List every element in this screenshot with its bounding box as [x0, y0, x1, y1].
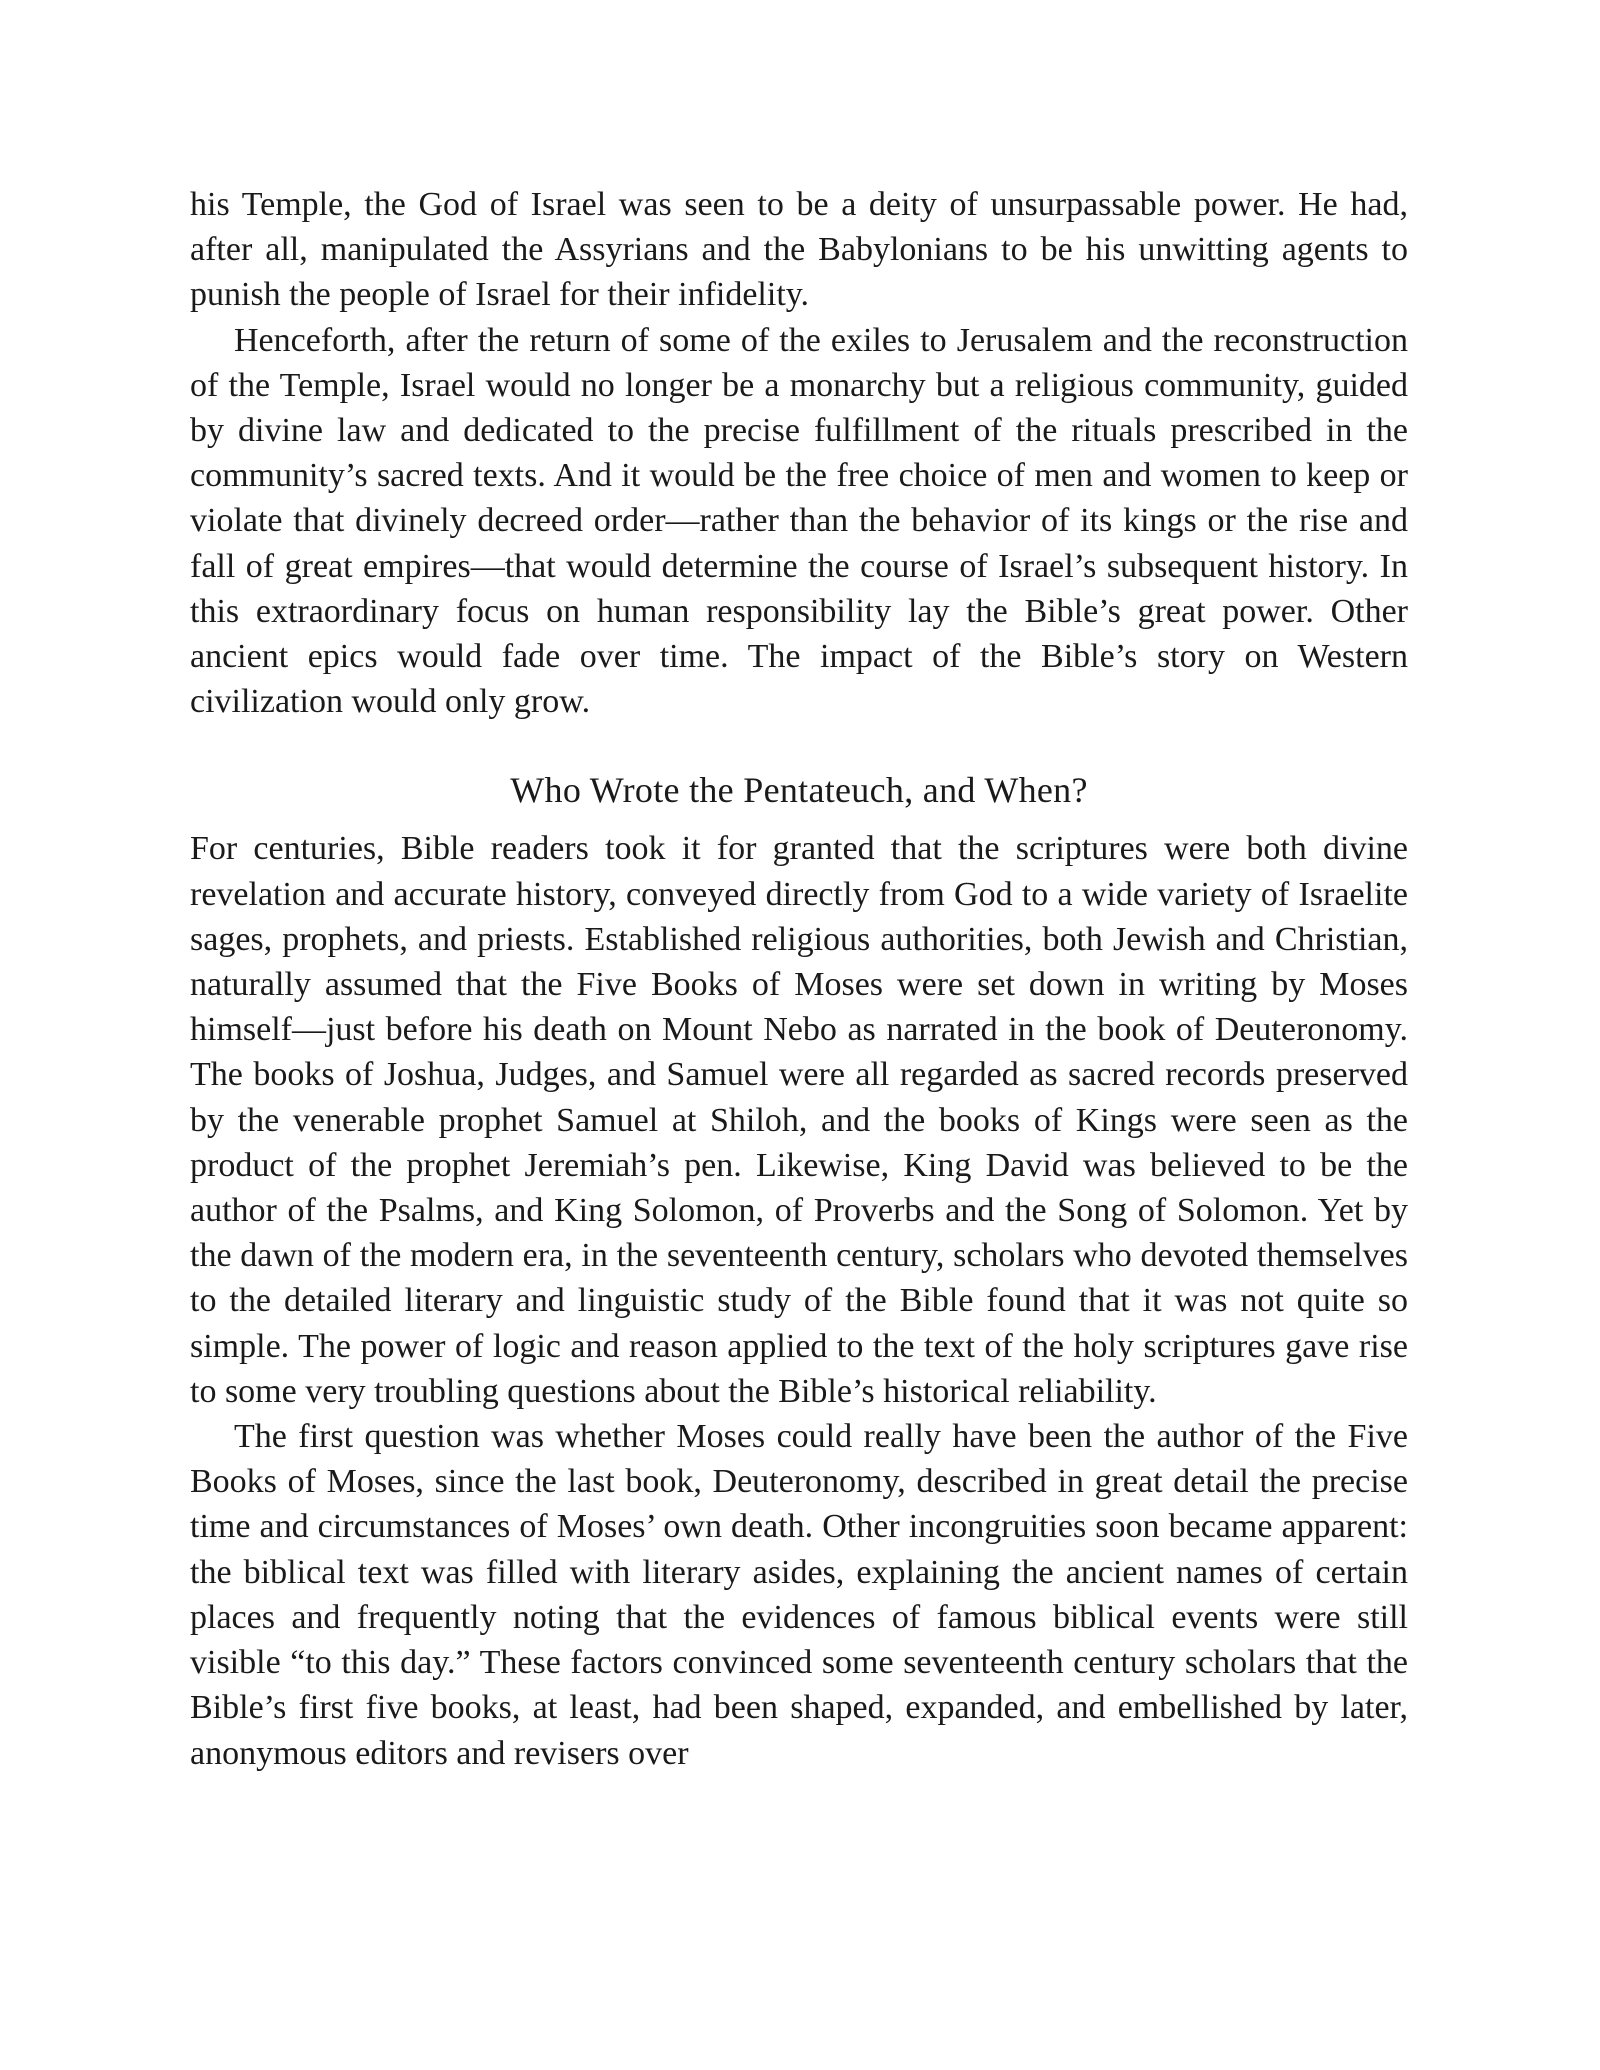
- paragraph-henceforth: Henceforth, after the return of some of the exiles to Jerusalem and the reconstruction of the Temple, Israel would no longer be a monarchy but a religious community, guided by divine law and dedicated to the precise fulfillment of the rituals prescribed in the community’s sacred texts. And it would be the free choice of men and women to keep or violate that divinely decreed order—rather than the behavior of its kings or the rise and fall of great empires—that would determine the course of Israel’s subsequent history. In this extraordinary focus on human responsibility lay the Bible’s great power. Other ancient epics would fade over time. The impact of the Bible’s story on Western civilization would only grow.: [190, 321, 1408, 721]
- paragraph-first-question: The first question was whether Moses could really have been the author of the Five Books of Moses, since the last book, Deuteronomy, described in great detail the precise time and circumstances of Moses’ own death. Other incongruities soon became apparent: the biblical text was filled with literary asides, explaining the ancient names of certain places and frequently noting that the evidences of famous biblical events were still visible “to this day.” These factors convinced some seventeenth century scholars that the Bible’s first five books, at least, had been shaped, expanded, and embellished by later, anonymous editors and revisers over: [190, 1418, 1408, 1772]
- page-body: [190, 182, 1408, 1776]
- paragraph-for-centuries: For centuries, Bible readers took it for granted that the scriptures were both divine revelation and accurate history, conveyed directly from God to a wide variety of Israelite sages, prophets, and priests. Established religious authorities, both Jewish and Christian, naturally assumed that the Five Books of Moses were set down in writing by Moses himself—just before his death on Mount Nebo as narrated in the book of Deuteronomy. The books of Joshua, Judges, and Samuel were all regarded as sacred records preserved by the venerable prophet Samuel at Shiloh, and the books of Kings were seen as the product of the prophet Jeremiah’s pen. Likewise, King David was believed to be the author of the Psalms, and King Solomon, of Proverbs and the Song of Solomon. Yet by the dawn of the modern era, in the seventeenth century, scholars who devoted themselves to the detailed literary and linguistic study of the Bible found that it was not quite so simple. The power of logic and reason applied to the text of the holy scriptures gave rise to some very troubling questions about the Bible’s historical reliability.: [190, 830, 1408, 1410]
- section-heading: Who Wrote the Pentateuch, and When?: [510, 770, 1088, 811]
- paragraph-continued: his Temple, the God of Israel was seen to be a deity of unsurpassable power. He had, after all, manipulated the Assyrians and the Babylonians to be his unwitting agents to punish the people of Israel for their infidelity.: [190, 186, 1408, 314]
